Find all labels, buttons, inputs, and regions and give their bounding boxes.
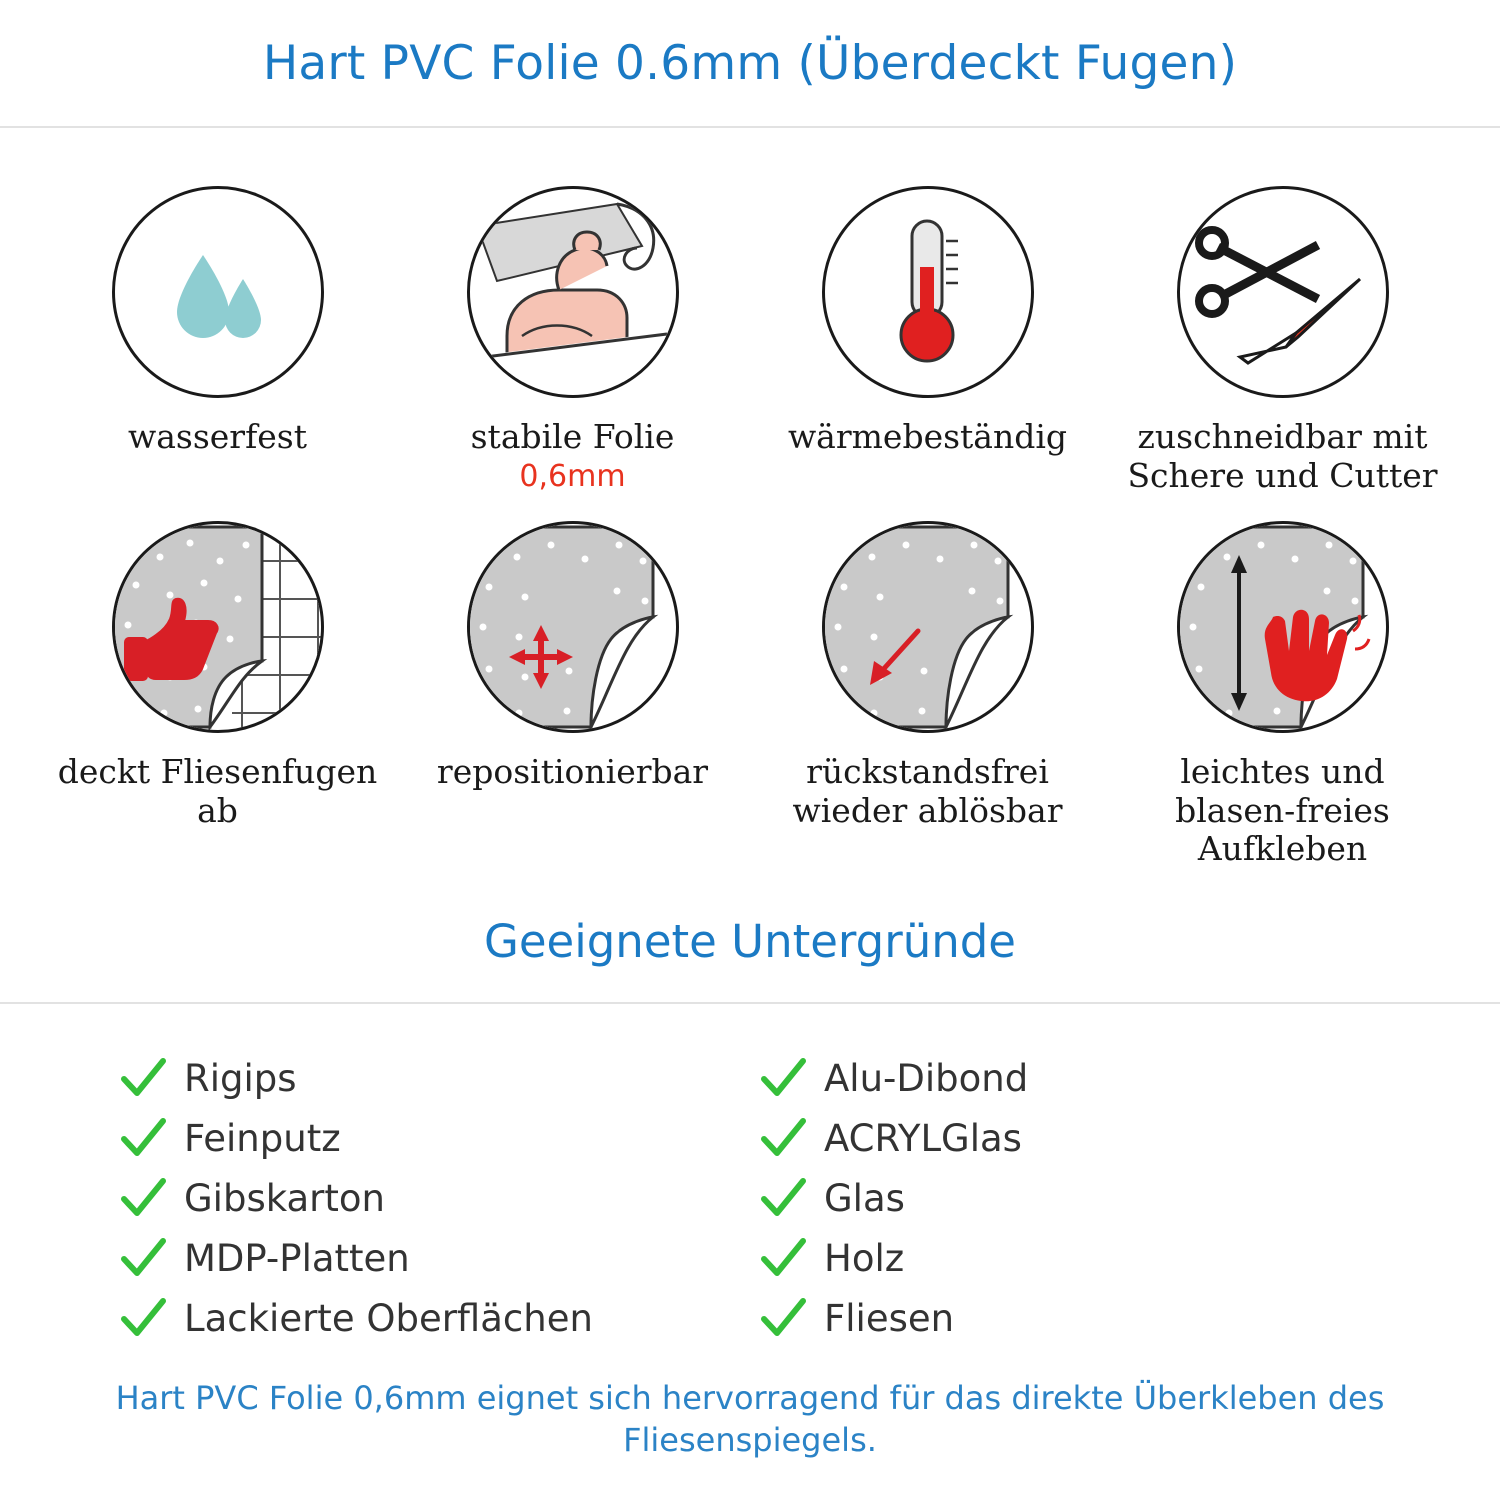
list-item: [120, 1228, 740, 1288]
feature-label: wärmebeständig: [787, 417, 1068, 456]
check-icon: [120, 1115, 166, 1161]
peel-off-arrow-icon: [822, 521, 1034, 733]
feature-label: deckt Fliesenfugen ab: [57, 752, 378, 830]
feature-caption: [471, 418, 675, 494]
list-item: [760, 1108, 1380, 1168]
feature-caption: [788, 418, 1067, 457]
water-drops-icon: [143, 217, 293, 367]
feature-item: [1105, 186, 1460, 495]
check-icon: [120, 1055, 166, 1101]
feature-item: [40, 186, 395, 495]
header: [0, 0, 1500, 128]
feature-caption: [437, 753, 708, 792]
list-item-label: Lackierte Oberflächen: [184, 1296, 593, 1340]
feature-item: [395, 186, 750, 495]
feature-icon-circle: [467, 521, 679, 733]
check-icon: [760, 1055, 806, 1101]
thermometer-icon: [868, 207, 988, 377]
list-item: [760, 1228, 1380, 1288]
feature-icon-circle: [1177, 521, 1389, 733]
feature-label: wasserfest: [127, 417, 308, 456]
check-icon: [120, 1175, 166, 1221]
feature-icon-circle: [1177, 186, 1389, 398]
feature-item: [750, 521, 1105, 869]
feature-label: stabile Folie: [470, 417, 675, 456]
feature-item: [40, 521, 395, 869]
feature-item: [750, 186, 1105, 495]
list-item: [760, 1048, 1380, 1108]
list-item-label: Alu-Dibond: [824, 1056, 1029, 1100]
page-title: Hart PVC Folie 0.6mm (Überdeckt Fugen): [262, 35, 1238, 91]
feature-caption: [763, 753, 1093, 830]
feature-caption: [128, 418, 307, 457]
reposition-arrows-icon: [467, 521, 679, 733]
list-item-label: Gibskarton: [184, 1176, 385, 1220]
feature-icon-circle: [822, 186, 1034, 398]
list-item-label: Feinputz: [184, 1116, 341, 1160]
feature-icon-circle: [822, 521, 1034, 733]
check-icon: [760, 1175, 806, 1221]
section-title-substrates: Geeignete Untergründe: [0, 915, 1500, 1004]
feature-item: [1105, 521, 1460, 869]
feature-label: leichtes und blasen-freies Aufkleben: [1175, 752, 1390, 869]
feature-sublabel: 0,6mm: [519, 458, 626, 494]
list-item-label: ACRYLGlas: [824, 1116, 1022, 1160]
feature-grid: [0, 128, 1500, 869]
list-item: [120, 1048, 740, 1108]
feature-icon-circle: [467, 186, 679, 398]
feature-caption: [1118, 753, 1448, 869]
feature-caption: [53, 753, 383, 830]
hand-smoothing-icon: [1177, 521, 1389, 733]
list-item: [760, 1168, 1380, 1228]
feature-icon-circle: [112, 521, 324, 733]
list-item: [120, 1168, 740, 1228]
list-item-label: MDP-Platten: [184, 1236, 410, 1280]
list-item: [120, 1288, 740, 1348]
feature-caption: [1118, 418, 1448, 495]
list-item-label: Fliesen: [824, 1296, 955, 1340]
scissors-cutter-icon: [1188, 207, 1378, 377]
list-item-label: Glas: [824, 1176, 905, 1220]
substrate-list: [0, 1004, 1500, 1348]
feature-label: repositionierbar: [436, 752, 709, 792]
check-icon: [760, 1235, 806, 1281]
check-icon: [120, 1295, 166, 1341]
check-icon: [120, 1235, 166, 1281]
feature-label: rückstandsfrei wieder ablösbar: [792, 752, 1063, 830]
feature-item: [395, 521, 750, 869]
feature-label: zuschneidbar mit Schere und Cutter: [1127, 417, 1438, 495]
list-item: [760, 1288, 1380, 1348]
feature-icon-circle: [112, 186, 324, 398]
flexed-arm-foil-icon: [467, 186, 679, 398]
check-icon: [760, 1115, 806, 1161]
list-item-label: Holz: [824, 1236, 905, 1280]
footer-note: Hart PVC Folie 0,6mm eignet sich hervorragend für das direkte Überkleben des Fliesenspiegels.: [115, 1379, 1385, 1459]
list-item: [120, 1108, 740, 1168]
thumbs-up-tile-grid-icon: [112, 521, 324, 733]
list-item-label: Rigips: [184, 1056, 297, 1100]
check-icon: [760, 1295, 806, 1341]
